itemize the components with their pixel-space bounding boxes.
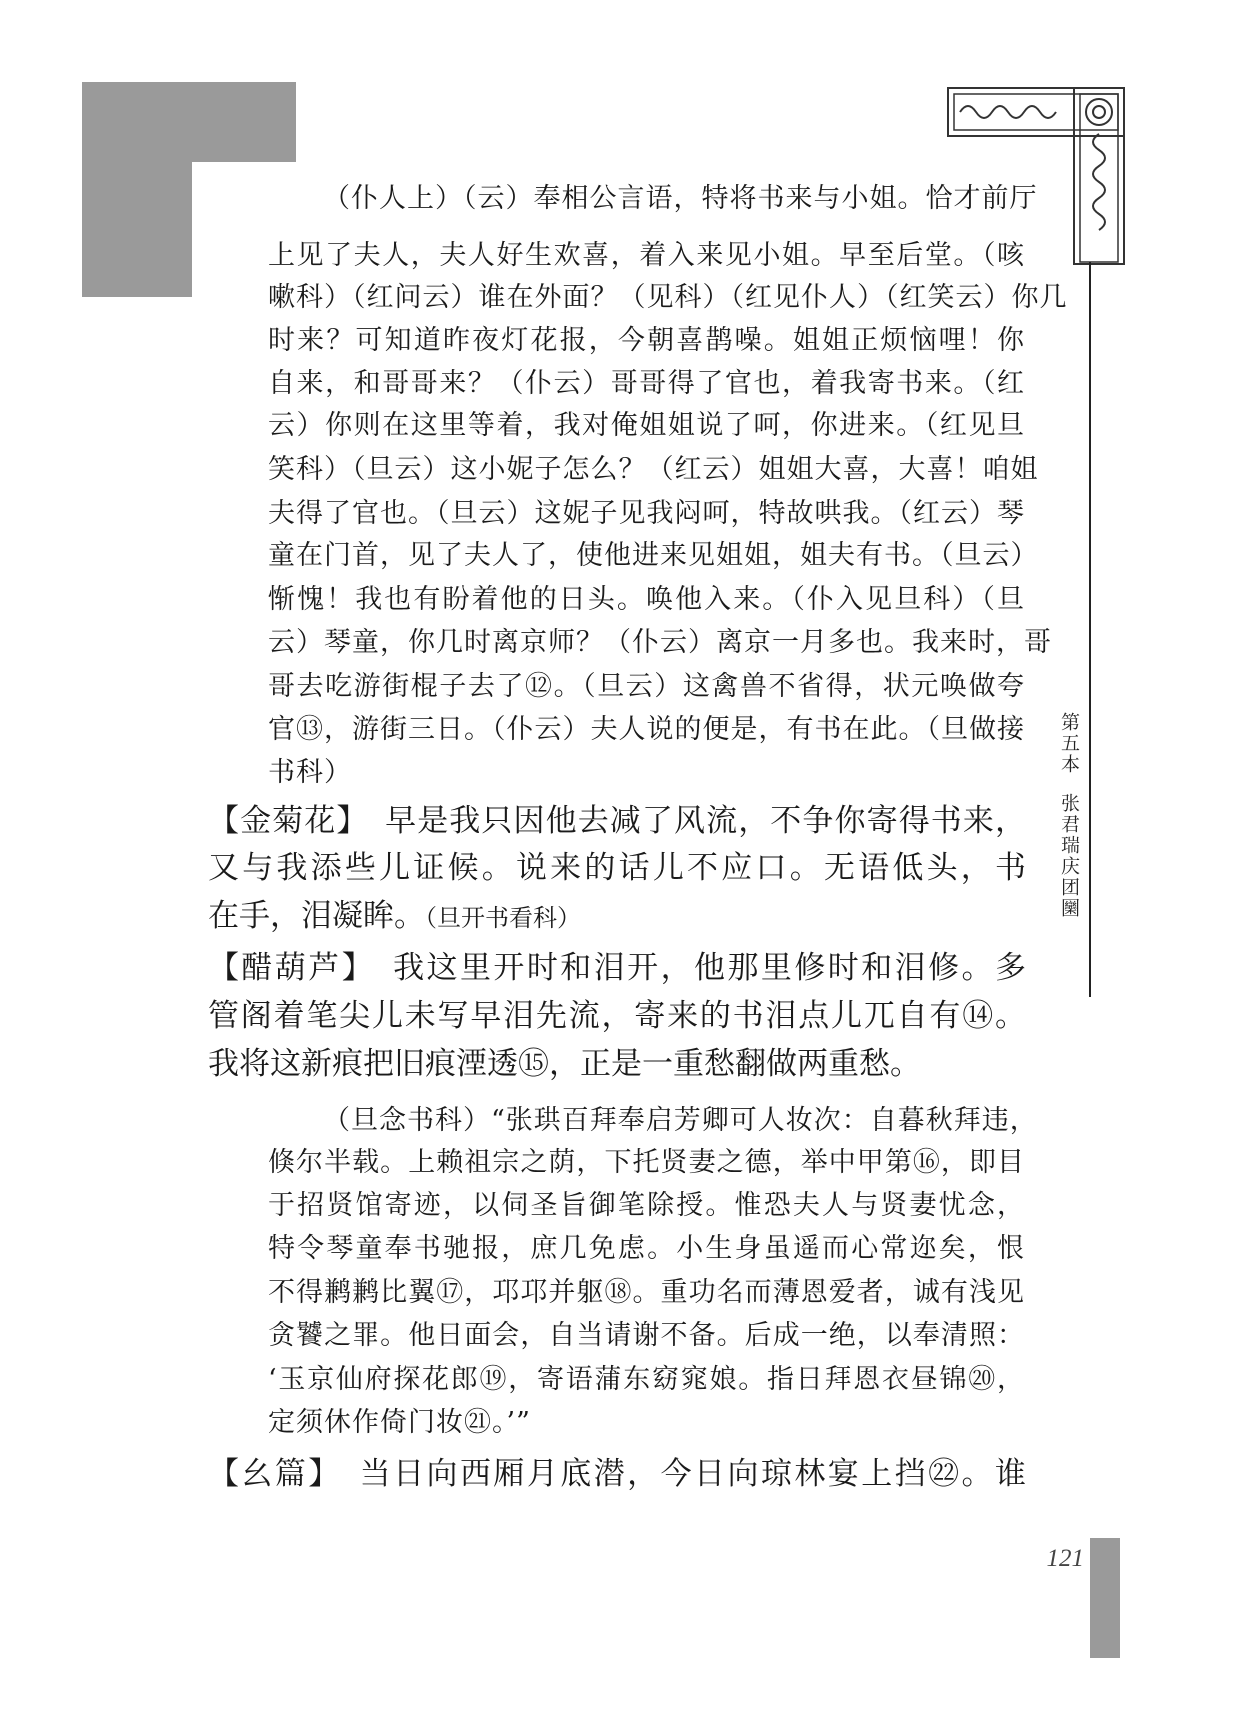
dialogue-line <box>268 664 1025 703</box>
dialogue-line <box>268 1226 1025 1265</box>
dialogue-line <box>323 1098 1038 1137</box>
line-text: 【醋葫芦】 我这里开时和泪开，他那里修时和泪修。多 <box>208 950 1026 985</box>
line-text: 【幺篇】 当日向西厢月底潜，今日向琼林宴上挡㉒。谁 <box>208 1456 1026 1491</box>
line-text: 惭愧！我也有盼着他的日头。唤他入来。（仆入见旦科）（旦 <box>268 584 1025 615</box>
aria-line <box>208 990 1026 1035</box>
dialogue-line <box>268 620 1052 659</box>
line-text: 管阁着笔尖儿未写早泪先流，寄来的书泪点儿兀自有⑭。 <box>208 998 1026 1033</box>
dialogue-line <box>268 491 1025 530</box>
dialogue-line <box>268 577 1025 616</box>
dialogue-line <box>268 1140 1025 1179</box>
dialogue-line <box>268 1400 531 1439</box>
aria-line <box>208 795 1026 840</box>
line-text: 不得鹣鹣比翼⑰，邛邛并躯⑱。重功名而薄恩爱者，诚有浅见 <box>268 1277 1025 1308</box>
line-text: 笑科）（旦云）这小妮子怎么？（红云）姐姐大喜，大喜！咱姐 <box>268 454 1039 485</box>
line-text: 哥去吃游街棍子去了⑫。（旦云）这禽兽不省得，状元唤做夸 <box>268 671 1025 702</box>
dialogue-line <box>268 275 1068 314</box>
aria-line <box>208 1038 921 1083</box>
line-text: 于招贤馆寄迹，以伺圣旨御笔除授。惟恐夫人与贤妻忧念， <box>268 1190 1025 1221</box>
aria-line <box>208 890 581 935</box>
line-text: 特令琴童奉书驰报，庶几免虑。小生身虽遥而心常迩矣，恨 <box>268 1233 1025 1264</box>
line-text: 云）琴童，你几时离京师？（仆云）离京一月多也。我来时，哥 <box>268 627 1052 658</box>
page-tab <box>1090 1538 1120 1658</box>
line-text: 定须休作倚门妆㉑。’” <box>268 1407 531 1438</box>
line-text: 上见了夫人，夫人好生欢喜，着入来见小姐。早至后堂。（咳 <box>268 240 1025 271</box>
dialogue-line <box>268 233 1025 272</box>
line-text: 时来？可知道昨夜灯花报，今朝喜鹊噪。姐姐正烦恼哩！你 <box>268 325 1025 356</box>
dialogue-line <box>268 750 352 789</box>
line-text: 官⑬，游街三日。（仆云）夫人说的便是，有书在此。（旦做接 <box>268 714 1025 745</box>
line-text: 贪饕之罪。他日面会，自当请谢不备。后成一绝，以奉清照： <box>268 1320 1025 1351</box>
line-text: 又与我添些儿证候。说来的话儿不应口。无语低头，书 <box>208 850 1026 885</box>
aria-line <box>208 842 1026 887</box>
line-text: 在手，泪凝眸。 <box>208 898 425 933</box>
dialogue-line <box>268 318 1025 357</box>
line-text: 夫得了官也。（旦云）这妮子见我闷呵，特故哄我。（红云）琴 <box>268 498 1025 529</box>
line-text: 云）你则在这里等着，我对俺姐姐说了呵，你进来。（红见旦 <box>268 410 1025 441</box>
aria-line <box>208 1448 1026 1493</box>
dialogue-line <box>268 1270 1025 1309</box>
line-text: 嗽科）（红问云）谁在外面？（见科）（红见仆人）（红笑云）你几 <box>268 282 1068 313</box>
dialogue-line <box>268 403 1025 442</box>
stage-direction: （旦开书看科） <box>425 904 581 932</box>
aria-line <box>208 942 1026 987</box>
dialogue-line <box>268 1357 1025 1396</box>
chapter-title: 第五本 <box>1058 712 1079 775</box>
dialogue-line <box>323 176 1038 215</box>
dialogue-line <box>268 533 1039 572</box>
line-text: ‘玉京仙府探花郎⑲，寄语蒲东窈窕娘。指日拜恩衣昼锦⑳， <box>268 1364 1025 1395</box>
line-text: 书科） <box>268 757 352 788</box>
dialogue-line <box>268 707 1025 746</box>
line-text: （仆人上）（云）奉相公言语，特将书来与小姐。恰才前厅 <box>323 183 1038 214</box>
section-title: 张君瑞庆团圞 <box>1058 793 1079 919</box>
line-text: 童在门首，见了夫人了，使他进来见姐姐，姐夫有书。（旦云） <box>268 540 1039 571</box>
line-text: 倏尔半载。上赖祖宗之荫，下托贤妻之德，举中甲第⑯，即目 <box>268 1147 1025 1178</box>
dialogue-line <box>268 1183 1025 1222</box>
line-text: 我将这新痕把旧痕湮透⑮，正是一重愁翻做两重愁。 <box>208 1046 921 1081</box>
line-text: （旦念书科）“张珙百拜奉启芳卿可人妆次：自暮秋拜违， <box>323 1105 1038 1136</box>
dialogue-line <box>268 361 1025 400</box>
dialogue-line <box>268 1313 1025 1352</box>
line-text: 自来，和哥哥来？（仆云）哥哥得了官也，着我寄书来。（红 <box>268 368 1025 399</box>
dialogue-line <box>268 447 1039 486</box>
line-text: 【金菊花】 早是我只因他去减了风流，不争你寄得书来， <box>208 803 1026 838</box>
page-number: 121 <box>1046 1545 1084 1572</box>
